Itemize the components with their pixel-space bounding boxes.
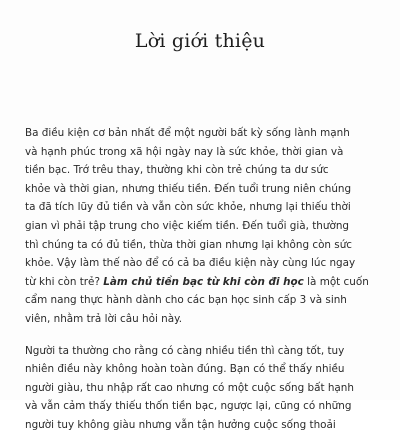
text-line: viên, nhằm trả lời câu hỏi này.: [25, 312, 183, 325]
text-line: gian vì phải tập trung cho việc kiếm tiền. Đến tuổi già, thường: [25, 219, 350, 232]
page-title: Lời giới thiệu: [134, 30, 266, 52]
text-run: từ khi còn trẻ?: [25, 275, 104, 288]
text-line: Người ta thường cho rằng có càng nhiều tiền thì càng tốt, tuy: [25, 344, 345, 357]
paragraph-1: [25, 124, 381, 329]
paragraph-2: [25, 342, 381, 435]
text-run: là một cuốn: [303, 275, 369, 288]
text-line: khỏe. Vậy làm thế nào để có cả ba điều kiện này cùng lúc ngay: [25, 257, 356, 270]
text-line: và hạnh phúc trong xã hội ngày nay là sức khỏe, thời gian và: [25, 145, 344, 158]
text-line: nhiên điều này không hoàn toàn đúng. Bạn có thể thấy nhiều: [25, 363, 345, 376]
text-line: tiền bạc. Trớ trêu thay, thường khi còn trẻ chúng ta dư sức: [25, 164, 329, 177]
body-text: [25, 124, 381, 448]
text-line: người giàu, thu nhập rất cao nhưng có một cuộc sống bất hạnh: [25, 381, 354, 394]
text-line: Ba điều kiện cơ bản nhất để một người bất kỳ sống lành mạnh: [25, 127, 350, 139]
text-line: ta đã tích lũy đủ tiền và vẫn còn sức khỏe, nhưng lại thiếu thời: [25, 201, 351, 214]
text-line: thì chúng ta có đủ tiền, thừa thời gian nhưng lại không còn sức: [25, 238, 353, 251]
text-line: cẩm nang thực hành dành cho các bạn học sinh cấp 3 và sinh: [25, 294, 347, 307]
text-line: người tuy không giàu nhưng vẫn tận hưởng cuộc sống thoải: [25, 418, 336, 431]
text-line: và vẫn cảm thấy thiếu thốn tiền bạc, ngược lại, cũng có những: [25, 400, 352, 413]
text-line: [25, 273, 381, 292]
text-line: khỏe và thời gian, nhưng thiếu tiền. Đến tuổi trung niên chúng: [25, 182, 352, 195]
book-title-emphasis: Làm chủ tiền bạc từ khi còn đi học: [103, 275, 304, 288]
